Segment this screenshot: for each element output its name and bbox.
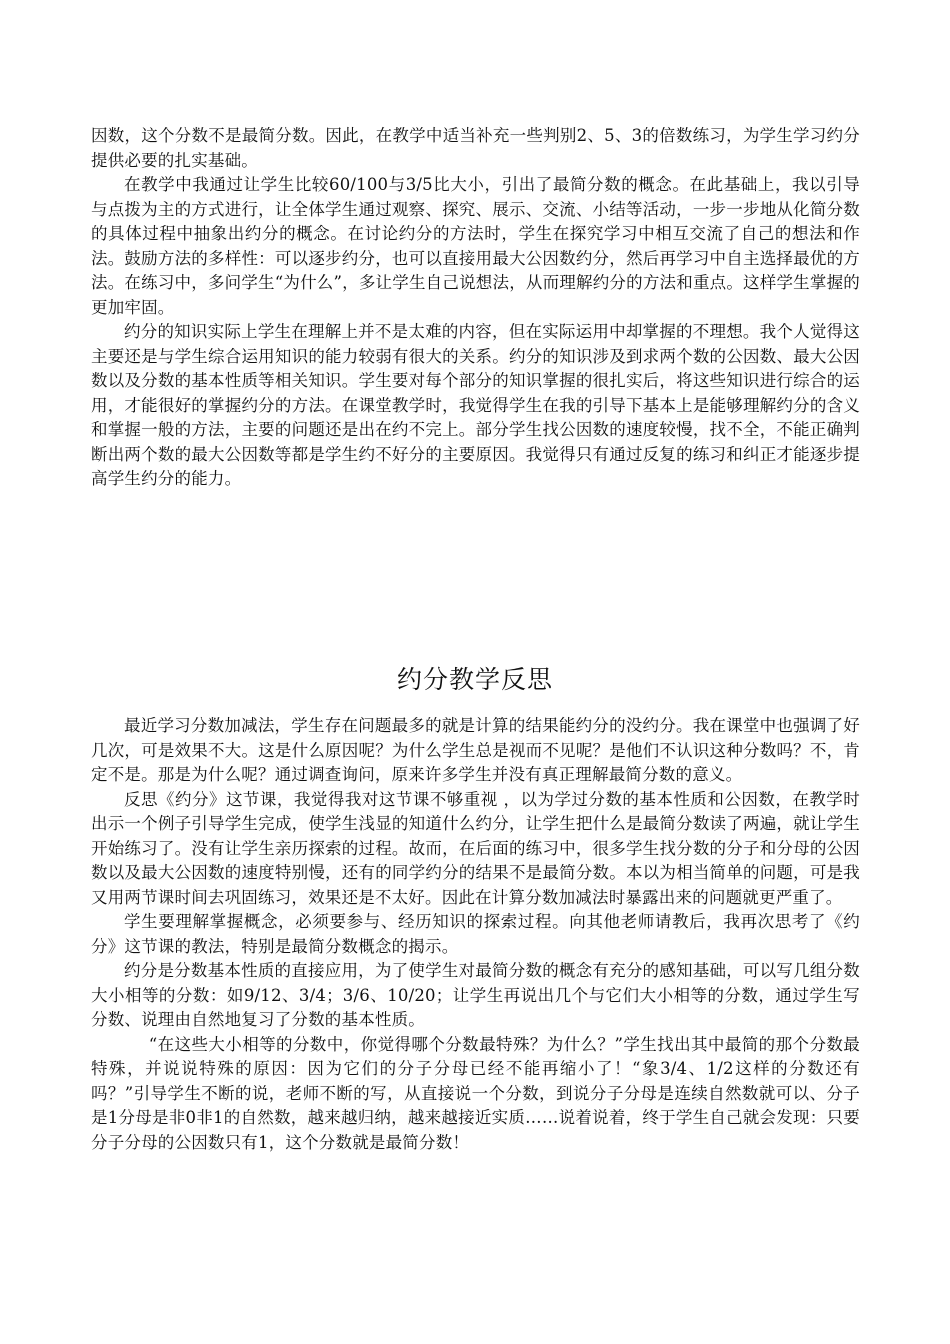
article-title: 约分教学反思 xyxy=(396,665,553,694)
paragraph: “在这些大小相等的分数中，你觉得哪个分数最特殊？为什么？”学生找出其中最简的那个分数最特殊，并说说特殊的原因：因为它们的分子分母已经不能再缩小了！“象3/4、1/2这样的分数还有吗？”引导学生不断的说，老师不断的写，从直接说一个分数，到说分子分母是连续自然数就可以、分子是1分母是非0非1的自然数，越来越归纳，越来越接近实质……说着说着，终于学生自己就会发现：只要分子分母的公因数只有1，这个分数就是最简分数！ xyxy=(91,1034,860,1152)
paragraph: 反思《约分》这节课，我觉得我对这节课不够重视 ，以为学过分数的基本性质和公因数，在教学时出示一个例子引导学生完成，使学生浅显的知道什么约分，让学生把什么是最简分数读了两遍，就让学生开始练习了。没有让学生亲历探索的过程。故而，在后面的练习中，很多学生找分数的分子和分母的公因数以及最大公因数的速度特别慢，还有的同学约分的结果不是最简分数。本以为相当简单的问题，可是我又用两节课时间去巩固练习，效果还是不太好。因此在计算分数加减法时暴露出来的问题就更严重了。 xyxy=(91,789,860,907)
paragraph: 约分是分数基本性质的直接应用，为了使学生对最简分数的概念有充分的感知基础，可以写几组分数大小相等的分数：如9/12、3/4；3/6、10/20；让学生再说出几个与它们大小相等的分数，通过学生写分数、说理由自然地复习了分数的基本性质。 xyxy=(91,961,860,1029)
previous-article-continuation xyxy=(91,124,860,492)
paragraph: 学生要理解掌握概念，必须要参与、经历知识的探索过程。向其他老师请教后，我再次思考了《约分》这节课的教法，特别是最简分数概念的揭示。 xyxy=(91,912,860,956)
paragraph: 因数，这个分数不是最简分数。因此，在教学中适当补充一些判别2、5、3的倍数练习，为学生学习约分提供必要的扎实基础。 xyxy=(91,126,860,170)
paragraph: 在教学中我通过让学生比较60/100与3/5比大小，引出了最简分数的概念。在此基础上，我以引导与点拨为主的方式进行，让全体学生通过观察、探究、展示、交流、小结等活动，一步一步地从化简分数的具体过程中抽象出约分的概念。在讨论约分的方法时，学生在探究学习中相互交流了自己的想法和作法。鼓励方法的多样性：可以逐步约分，也可以直接用最大公因数约分，然后再学习中自主选择最优的方法。在练习中，多问学生“为什么”，多让学生自己说想法，从而理解约分的方法和重点。这样学生掌握的更加牢固。 xyxy=(91,175,860,317)
paragraph: 约分的知识实际上学生在理解上并不是太难的内容，但在实际运用中却掌握的不理想。我个人觉得这主要还是与学生综合运用知识的能力较弱有很大的关系。约分的知识涉及到求两个数的公因数、最大公因数以及分数的基本性质等相关知识。学生要对每个部分的知识掌握的很扎实后，将这些知识进行综合的运用，才能很好的掌握约分的方法。在课堂教学时，我觉得学生在我的引导下基本上是能够理解约分的含义和掌握一般的方法，主要的问题还是出在约不完上。部分学生找公因数的速度较慢，找不全，不能正确判断出两个数的最大公因数等都是学生约不好分的主要原因。我觉得只有通过反复的练习和纠正才能逐步提高学生约分的能力。 xyxy=(91,322,860,488)
article-body xyxy=(91,714,860,1155)
paragraph: 最近学习分数加减法，学生存在问题最多的就是计算的结果能约分的没约分。我在课堂中也强调了好几次，可是效果不大。这是什么原因呢？为什么学生总是视而不见呢？是他们不认识这种分数吗？不，肯定不是。那是为什么呢？通过调查询问，原来许多学生并没有真正理解最简分数的意义。 xyxy=(91,716,860,784)
